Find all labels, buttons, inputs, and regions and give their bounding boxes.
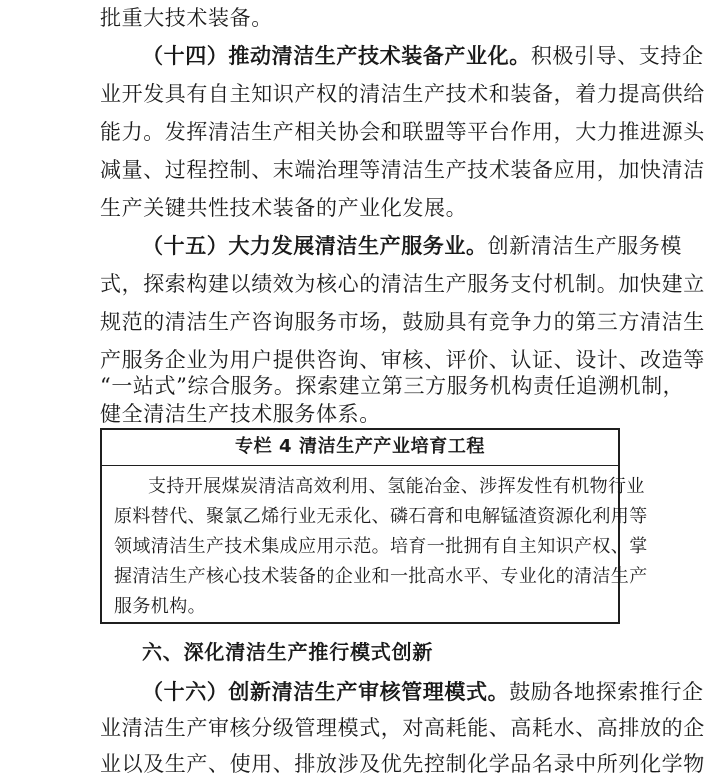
paragraph-text: 鼓励各地探索推行企 (509, 680, 704, 704)
box-line: 支持开展煤炭清洁高效利用、氢能冶金、涉挥发性有机物行业 (148, 476, 645, 497)
subsection-heading-16: （十六）创新清洁生产审核管理模式。 (142, 679, 510, 704)
box-line: 服务机构。 (114, 596, 206, 617)
subsection-heading-15: （十五）大力发展清洁生产服务业。 (142, 233, 488, 258)
paragraph-line (142, 678, 704, 706)
paragraph-line: 减量、过程控制、末端治理等清洁生产技术装备应用，加快清洁 (100, 158, 705, 182)
box-line: 领域清洁生产技术集成应用示范。培育一批拥有自主知识产权、掌 (114, 536, 648, 557)
paragraph-line: 产服务企业为用户提供咨询、审核、评价、认证、设计、改造等 (100, 348, 705, 372)
paragraph-text: 积极引导、支持企 (530, 44, 704, 68)
paragraph-line: 批重大技术装备。 (100, 6, 273, 30)
paragraph-text: 创新清洁生产服务模 (487, 234, 683, 258)
paragraph-line: 业开发具有自主知识产权的清洁生产技术和装备，着力提高供给 (100, 82, 705, 106)
paragraph-line: 业以及生产、使用、排放涉及优先控制化学品名录中所列化学物 (100, 752, 705, 776)
feature-box-header (102, 430, 618, 466)
box-line: 握清洁生产核心技术装备的企业和一批高水平、专业化的清洁生产 (114, 566, 648, 587)
paragraph-line: 生产关键共性技术装备的产业化发展。 (100, 196, 468, 220)
subsection-heading-14: （十四）推动清洁生产技术装备产业化。 (142, 43, 531, 68)
feature-box-title: 专栏 4 清洁生产产业培育工程 (234, 436, 486, 457)
feature-box (100, 428, 648, 624)
section-heading: 六、深化清洁生产推行模式创新 (142, 640, 434, 664)
paragraph-line: 规范的清洁生产咨询服务市场，鼓励具有竞争力的第三方清洁生 (100, 310, 705, 334)
paragraph-line: 能力。发挥清洁生产相关协会和联盟等平台作用，大力推进源头 (100, 120, 705, 144)
paragraph-line: 式，探索构建以绩效为核心的清洁生产服务支付机制。加快建立 (100, 272, 705, 296)
paragraph-line (142, 42, 704, 70)
paragraph-line: 健全清洁生产技术服务体系。 (100, 402, 381, 426)
paragraph-line: 业清洁生产审核分级管理模式，对高耗能、高耗水、高排放的企 (100, 716, 705, 740)
box-line: 原料替代、聚氯乙烯行业无汞化、磷石膏和电解锰渣资源化利用等 (114, 506, 648, 527)
paragraph-line: “一站式”综合服务。探索建立第三方服务机构责任追溯机制， (100, 374, 685, 398)
paragraph-line (142, 232, 683, 260)
